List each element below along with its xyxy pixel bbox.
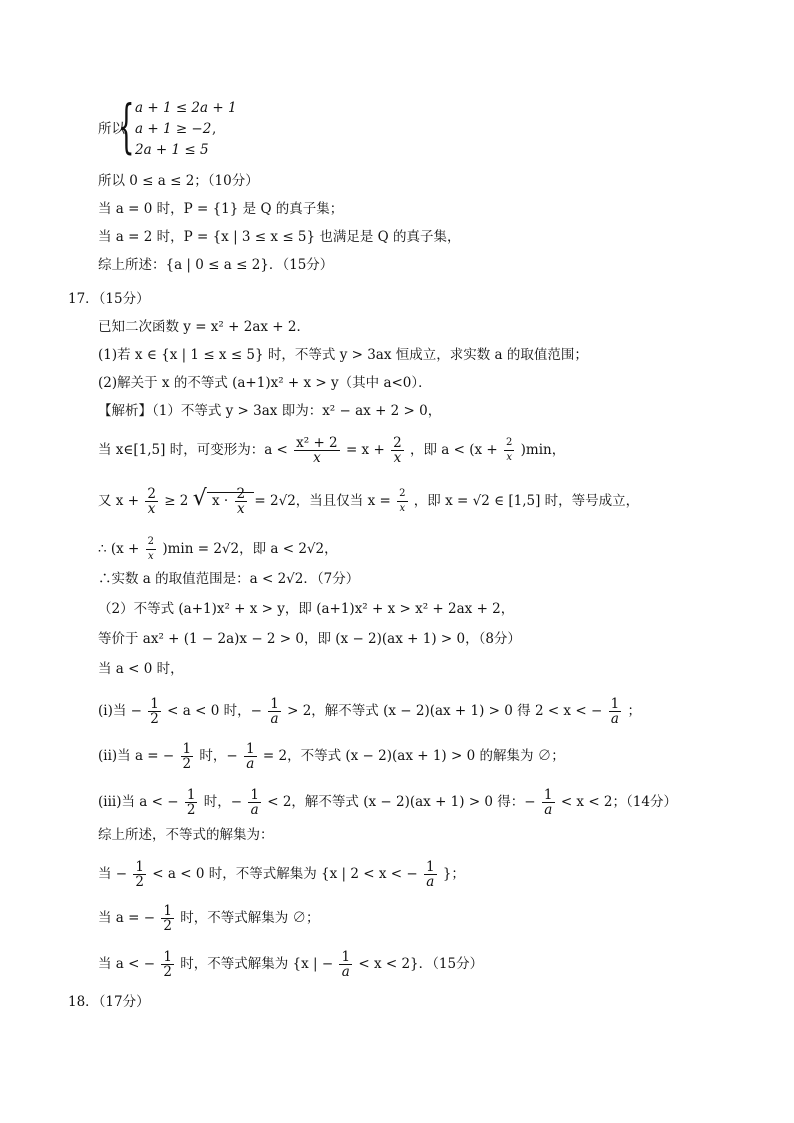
case-a0-line: 当 a = 0 时，P = {1} 是 Q 的真子集； — [98, 201, 344, 217]
solution-equivalent: 等价于 ax² + (1 − 2a)x − 2 > 0，即 (x − 2)(ax + 1) > 0，（8分） — [98, 631, 521, 647]
case-negative-a: 当 a < 0 时， — [98, 661, 184, 677]
question-17-stem: 已知二次函数 y = x² + 2ax + 2． — [98, 319, 310, 335]
system-row-3: 2a + 1 ≤ 5 — [135, 142, 209, 158]
solution-part2-intro: （2）不等式 (a+1)x² + x > y，即 (a+1)x² + x > x² + 2ax + 2， — [98, 601, 515, 617]
question-17-number: 17．（15分） — [68, 291, 150, 307]
question-17-part1: (1)若 x ∈ {x | 1 ≤ x ≤ 5} 时，不等式 y > 3ax 恒成立，求实数 a 的取值范围； — [98, 347, 588, 363]
solution-part1-intro: 【解析】（1）不等式 y > 3ax 即为：x² − ax + 2 > 0， — [98, 403, 442, 419]
fraction: $\frac{1}{a}$ — [250, 787, 259, 818]
fraction: $\frac{1}{a}$ — [270, 696, 279, 727]
summary-case-1: 当 − $\frac{1}{2}$ < a < 0 时，不等式解集为 {x | 2 < x < − $\frac{1}{a}$ }； — [98, 859, 465, 890]
solution-line-b: 又 x + $\frac{2}{x}$ ≥ 2 √ x · $\frac{2}{x}$ = 2√2，当且仅当 x = $\frac{2}{x}$ ，即 x = √2 ∈ [1,5] 时，等号成立， — [98, 486, 640, 517]
system-brace: { — [118, 92, 135, 160]
fraction: $\frac{1}{2}$ — [150, 696, 159, 727]
fraction: $\frac{1}{2}$ — [163, 903, 172, 934]
fraction: $\frac{2}{x}$ — [505, 437, 513, 463]
case-ii: (ii)当 a = − $\frac{1}{2}$ 时，− $\frac{1}{a}$ = 2，不等式 (x − 2)(ax + 1) > 0 的解集为 ∅； — [98, 741, 565, 772]
case-i: (i)当 − $\frac{1}{2}$ < a < 0 时，− $\frac{1}{a}$ > 2，解不等式 (x − 2)(ax + 1) > 0 得 2 < x < − $\frac{1}{a}$ ； — [98, 696, 641, 727]
fraction: $\frac{1}{2}$ — [182, 741, 192, 772]
suoyi-label: 所以 — [98, 121, 125, 137]
fraction: $\frac{1}{a}$ — [543, 787, 553, 818]
case-a2-line: 当 a = 2 时，P = {x | 3 ≤ x ≤ 5} 也满足是 Q 的真子集， — [98, 229, 461, 245]
question-17-part2: (2)解关于 x 的不等式 (a+1)x² + x > y（其中 a<0）． — [98, 375, 432, 391]
range-line: 所以 0 ≤ a ≤ 2；（10分） — [98, 173, 259, 189]
fraction: $\frac{1}{a}$ — [610, 696, 620, 727]
fraction: $\frac{1}{2}$ — [163, 949, 172, 980]
solution-line-a: 当 x∈[1,5] 时，可变形为：a < $\frac{\text{x² + 2}}{x}$ = x + $\frac{2}{x}$ ，即 a < (x + $\frac{2}{x}$ )min， — [98, 435, 566, 466]
summary-heading: 综上所述，不等式的解集为： — [98, 827, 274, 843]
question-18-number: 18．（17分） — [68, 994, 150, 1010]
inequality-system — [135, 98, 237, 161]
fraction: $\frac{1}{a}$ — [425, 859, 435, 890]
fraction: $\frac{1}{2}$ — [186, 787, 196, 818]
system-row-2: a + 1 ≥ −2 — [135, 121, 212, 137]
fraction: $\frac{2}{x}$ — [399, 488, 406, 514]
solution-line-c: ∴ (x + $\frac{2}{x}$ )min = 2√2，即 a < 2√2， — [98, 536, 338, 562]
system-trail: , — [212, 121, 217, 137]
summary-case-3: 当 a < − $\frac{1}{2}$ 时，不等式解集为 {x | − $\frac{1}{a}$ < x < 2}．（15分） — [98, 949, 484, 980]
fraction: $\frac{1}{2}$ — [135, 859, 144, 890]
fraction: $\frac{1}{a}$ — [246, 741, 255, 772]
fraction: $\frac{2}{x}$ — [236, 486, 246, 517]
fraction: $\frac{2}{x}$ — [393, 435, 402, 466]
summary-case-2: 当 a = − $\frac{1}{2}$ 时，不等式解集为 ∅； — [98, 903, 320, 934]
fraction: $\frac{1}{a}$ — [341, 949, 351, 980]
fraction: $\frac{\text{x² + 2}}{x}$ — [296, 435, 338, 466]
system-row-1: a + 1 ≤ 2a + 1 — [135, 100, 237, 116]
fraction: $\frac{2}{x}$ — [147, 536, 155, 562]
case-iii: (iii)当 a < − $\frac{1}{2}$ 时，− $\frac{1}{a}$ < 2，解不等式 (x − 2)(ax + 1) > 0 得：− $\frac{1}{a}$ < x < 2；（14分） — [98, 787, 677, 818]
solution-line-d: ∴实数 a 的取值范围是：a < 2√2．（7分） — [98, 571, 360, 587]
summary-line-prev: 综上所述：{a | 0 ≤ a ≤ 2}．（15分） — [98, 257, 334, 273]
fraction: $\frac{2}{x}$ — [147, 486, 156, 517]
